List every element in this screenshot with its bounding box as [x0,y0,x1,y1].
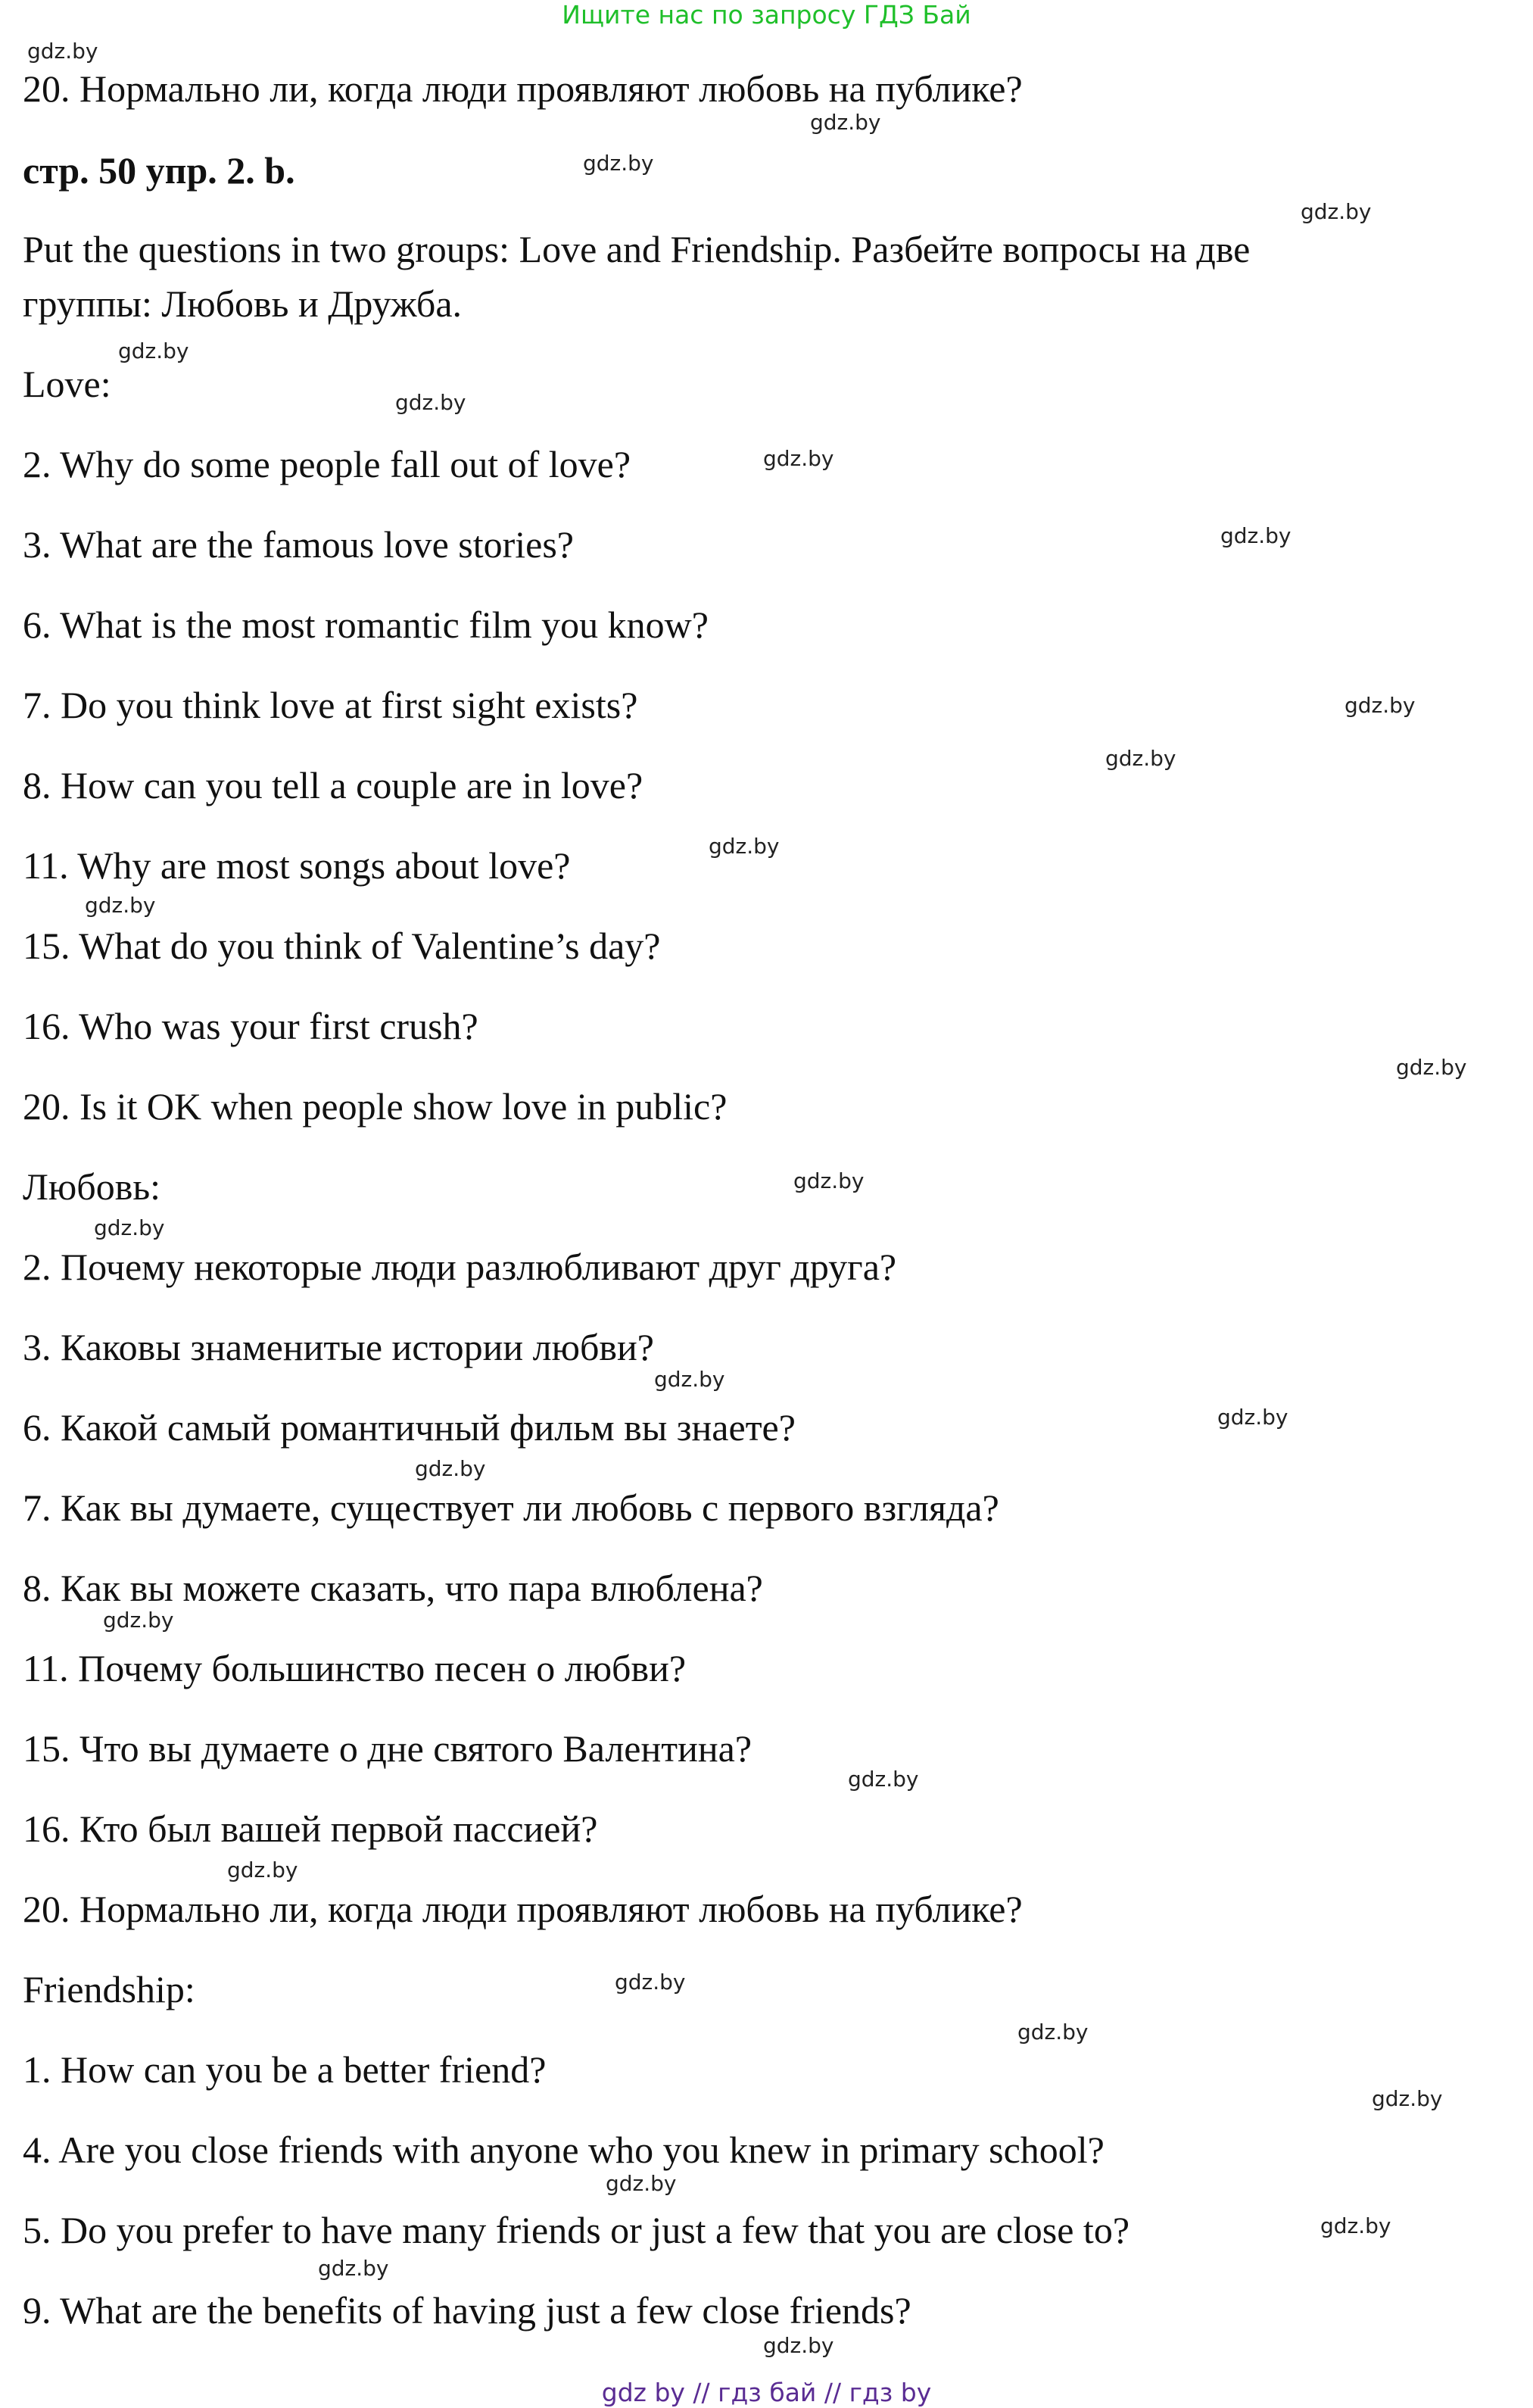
watermark: gdz.by [415,1456,486,1481]
watermark: gdz.by [763,446,834,471]
watermark: gdz.by [85,893,156,918]
love-item: 8. How can you tell a couple are in love? [23,764,643,806]
friendship-item: 1. How can you be a better friend? [23,2048,547,2091]
love-item: 6. What is the most romantic film you know? [23,604,709,646]
love-item: 20. Is it OK when people show love in public? [23,1085,728,1128]
love-label: Love: [23,363,111,405]
love-ru-item: 8. Как вы можете сказать, что пара влюблена? [23,1567,763,1609]
watermark: gdz.by [1017,2020,1089,2045]
love-ru-item: 20. Нормально ли, когда люди проявляют любовь на публике? [23,1888,1023,1930]
love-item: 2. Why do some people fall out of love? [23,443,631,485]
love-ru-label: Любовь: [23,1165,161,1208]
intro-line: 20. Нормально ли, когда люди проявляют любовь на публике? [23,67,1023,110]
watermark: gdz.by [763,2333,834,2358]
love-item: 16. Who was your first crush? [23,1005,478,1047]
watermark: gdz.by [1396,1055,1467,1080]
task-line-2: группы: Любовь и Дружба. [23,282,463,325]
watermark: gdz.by [848,1767,919,1792]
watermark: gdz.by [654,1367,725,1392]
friendship-item: 5. Do you prefer to have many friends or just a few that you are close to? [23,2209,1130,2251]
friendship-item: 4. Are you close friends with anyone who you knew in primary school? [23,2129,1105,2171]
watermark: gdz.by [810,110,881,135]
watermark: gdz.by [1217,1405,1288,1430]
watermark: gdz.by [395,390,466,415]
watermark: gdz.by [1105,746,1176,771]
footer-links: gdz by // гдз бай // гдз by [601,2378,932,2407]
love-ru-item: 2. Почему некоторые люди разлюбливают друг друга? [23,1246,897,1288]
watermark: gdz.by [709,834,780,859]
watermark: gdz.by [615,1970,686,1995]
love-ru-item: 11. Почему большинство песен о любви? [23,1647,687,1689]
watermark: gdz.by [118,338,189,363]
friendship-item: 9. What are the benefits of having just a few close friends? [23,2289,911,2332]
love-item: 7. Do you think love at first sight exists? [23,684,638,726]
love-item: 11. Why are most songs about love? [23,844,571,887]
love-item: 15. What do you think of Valentine’s day? [23,925,661,967]
watermark: gdz.by [94,1215,165,1240]
love-ru-item: 3. Каковы знаменитые истории любви? [23,1326,654,1368]
page-heading: стр. 50 упр. 2. b. [23,149,295,192]
love-ru-item: 15. Что вы думаете о дне святого Валентина? [23,1727,752,1770]
love-ru-item: 7. Как вы думаете, существует ли любовь с первого взгляда? [23,1486,999,1529]
watermark: gdz.by [227,1857,298,1882]
task-line-1: Put the questions in two groups: Love and Friendship. Разбейте вопросы на две [23,228,1251,270]
watermark: gdz.by [27,39,98,64]
watermark: gdz.by [103,1608,174,1633]
watermark: gdz.by [1220,523,1292,548]
love-item: 3. What are the famous love stories? [23,523,575,566]
watermark: gdz.by [318,2256,389,2281]
watermark: gdz.by [1320,2213,1391,2238]
love-ru-item: 6. Какой самый романтичный фильм вы знаете? [23,1406,796,1449]
watermark: gdz.by [606,2171,677,2196]
watermark: gdz.by [1301,199,1372,224]
top-banner: Ищите нас по запросу ГДЗ Бай [562,0,971,30]
love-ru-item: 16. Кто был вашей первой пассией? [23,1808,598,1850]
watermark: gdz.by [793,1168,865,1193]
friendship-label: Friendship: [23,1968,195,2010]
watermark: gdz.by [1372,2086,1443,2111]
watermark: gdz.by [1344,693,1416,718]
watermark: gdz.by [583,151,654,176]
